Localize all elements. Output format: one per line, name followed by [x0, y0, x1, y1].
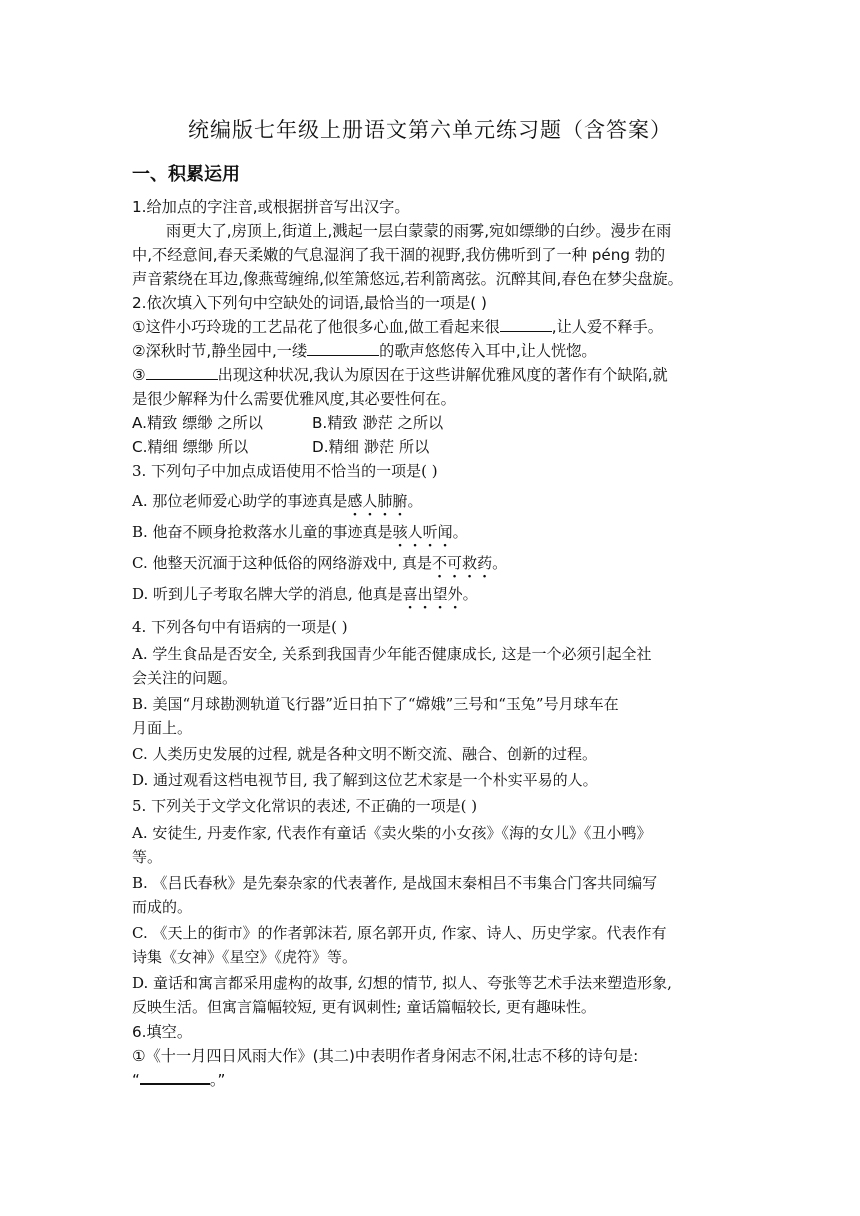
close-quote: 。” [209, 1071, 226, 1089]
question-6-stem: 6.填空。 [132, 1023, 193, 1041]
question-3-option-c[interactable] [132, 552, 507, 574]
emphasis-dot-char: 药 [477, 554, 493, 572]
emphasis-dot-char: 喜 [402, 585, 418, 603]
question-2-sentence-3-cont: 是很少解释为什么需要优雅风度,其必要性何在。 [132, 390, 456, 408]
question-5-option-d-cont: 反映生活。但寓言篇幅较短, 更有讽刺性; 童话篇幅较长, 更有趣味性。 [132, 998, 596, 1016]
question-6-prompt: ①《十一月四日风雨大作》(其二)中表明作者身闲志不闲,壮志不移的诗句是: [132, 1047, 639, 1065]
option-a[interactable]: A.精致 缥缈 之所以 [132, 414, 263, 432]
option-text: A. 那位老师爱心助学的事迹真是 [132, 492, 348, 510]
dotted-idiom [432, 554, 492, 572]
question-4-option-b-cont: 月面上。 [132, 719, 193, 737]
emphasis-dot-char: 外 [447, 585, 463, 603]
question-1-passage-line: 雨更大了,房顶上,街道上,溅起一层白蒙蒙的雨雾,宛如缥缈的白纱。漫步在雨 [166, 222, 672, 240]
answer-blank[interactable] [146, 365, 218, 380]
question-4-option-a-cont: 会关注的问题。 [132, 669, 238, 687]
question-4-option-c[interactable]: C. 人类历史发展的过程, 就是各种文明不断交流、融合、创新的过程。 [132, 745, 598, 763]
emphasis-dot-char: 人 [407, 523, 423, 541]
emphasis-dot-char: 腑 [392, 492, 408, 510]
emphasis-dot-char: 可 [447, 554, 463, 572]
sentence-text: ,让人爱不释手。 [551, 318, 663, 336]
question-4-option-a[interactable]: A. 学生食品是否安全, 关系到我国青少年能否健康成长, 这是一个必须引起全社 [132, 645, 652, 663]
section-heading: 一、积累运用 [132, 164, 240, 185]
question-1-stem: 1.给加点的字注音,或根据拼音写出汉字。 [132, 198, 410, 216]
question-3-option-a[interactable] [132, 490, 422, 512]
question-2-sentence-2 [132, 340, 597, 362]
option-text: D. 听到儿子考取名牌大学的消息, 他真是 [132, 585, 403, 603]
emphasis-dot-char: 听 [422, 523, 438, 541]
emphasis-dot-char: 不 [432, 554, 448, 572]
sentence-text: ①这件小巧玲珑的工艺品花了他很多心血,做工看起来很 [132, 318, 500, 336]
question-5-option-b-cont: 而成的。 [132, 898, 193, 916]
question-3-option-d[interactable] [132, 583, 478, 605]
question-5-option-a-cont: 等。 [132, 848, 163, 866]
question-2-stem: 2.依次填入下列句中空缺处的词语,最恰当的一项是( ) [132, 294, 487, 312]
punctuation: 。 [492, 554, 508, 572]
question-2-options-row [132, 436, 429, 458]
sentence-text: ②深秋时节,静坐园中,一缕 [132, 342, 308, 360]
emphasis-dot-char: 救 [462, 554, 478, 572]
question-4-option-d[interactable]: D. 通过观看这档电视节目, 我了解到这位艺术家是一个朴实平易的人。 [132, 771, 598, 789]
question-2-sentence-1 [132, 316, 663, 338]
question-5-option-b[interactable]: B. 《吕氏春秋》是先秦杂家的代表著作, 是战国末秦相吕不韦集合门客共同编写 [132, 874, 658, 892]
option-b[interactable]: B.精致 渺茫 之所以 [312, 414, 444, 432]
question-5-option-a[interactable]: A. 安徒生, 丹麦作家, 代表作有童话《卖火柴的小女孩》《海的女儿》《丑小鸭》 [132, 824, 652, 842]
option-d[interactable]: D.精细 渺茫 所以 [312, 438, 430, 456]
open-quote: “ [132, 1071, 140, 1089]
emphasis-dot-char: 感 [347, 492, 363, 510]
question-2-options-row [132, 412, 443, 434]
question-5-option-d[interactable]: D. 童话和寓言都采用虚构的故事, 幻想的情节, 拟人、夸张等艺术手法来塑造形象, [132, 974, 672, 992]
question-3-option-b[interactable] [132, 521, 468, 543]
question-5-stem: 5. 下列关于文学文化常识的表述, 不正确的一项是( ) [132, 797, 478, 815]
dotted-idiom [347, 492, 407, 510]
question-3-stem: 3. 下列句子中加点成语使用不恰当的一项是( ) [132, 462, 438, 480]
question-6-answer-line [132, 1069, 225, 1091]
option-text: B. 他奋不顾身抢救落水儿童的事迹真是 [132, 523, 393, 541]
sentence-text: 的歌声悠悠传入耳中,让人恍惚。 [379, 342, 597, 360]
option-c[interactable]: C.精细 缥缈 所以 [132, 438, 249, 456]
question-4-stem: 4. 下列各句中有语病的一项是( ) [132, 618, 348, 636]
punctuation: 。 [462, 585, 478, 603]
document-title: 统编版七年级上册语文第六单元练习题（含答案） [188, 118, 672, 142]
answer-blank[interactable] [307, 341, 379, 356]
emphasis-dot-char: 出 [417, 585, 433, 603]
emphasis-dot-char: 人 [362, 492, 378, 510]
question-5-option-c[interactable]: C. 《天上的街市》的作者郭沫若, 原名郭开贞, 作家、诗人、历史学家。代表作有 [132, 924, 667, 942]
question-1-passage-line: 声音萦绕在耳边,像燕莺缠绵,似笙箫悠远,若利箭离弦。沉醉其间,春色在梦尖盘旋。 [132, 270, 683, 288]
question-4-option-b[interactable]: B. 美国“月球勘测轨道飞行器”近日拍下了“嫦娥”三号和“玉兔”号月球车在 [132, 695, 619, 713]
dotted-idiom [403, 585, 463, 603]
emphasis-dot-char: 闻 [437, 523, 453, 541]
dotted-idiom [393, 523, 453, 541]
emphasis-dot-char: 望 [432, 585, 448, 603]
question-5-option-c-cont: 诗集《女神》《星空》《虎符》等。 [132, 948, 358, 966]
question-1-passage-line: 中,不经意间,春天柔嫩的气息湿润了我干涸的视野,我仿佛听到了一种 péng 勃的 [132, 246, 666, 264]
question-2-sentence-3 [132, 364, 668, 386]
sentence-text: ③ [132, 366, 146, 384]
emphasis-dot-char: 骇 [392, 523, 408, 541]
answer-blank[interactable] [140, 1069, 210, 1085]
punctuation: 。 [407, 492, 423, 510]
punctuation: 。 [452, 523, 468, 541]
answer-blank[interactable] [500, 317, 552, 332]
emphasis-dot-char: 肺 [377, 492, 393, 510]
sentence-text: 出现这种状况,我认为原因在于这些讲解优雅风度的著作有个缺陷,就 [217, 366, 668, 384]
option-text: C. 他整天沉湎于这种低俗的网络游戏中, 真是 [132, 554, 433, 572]
